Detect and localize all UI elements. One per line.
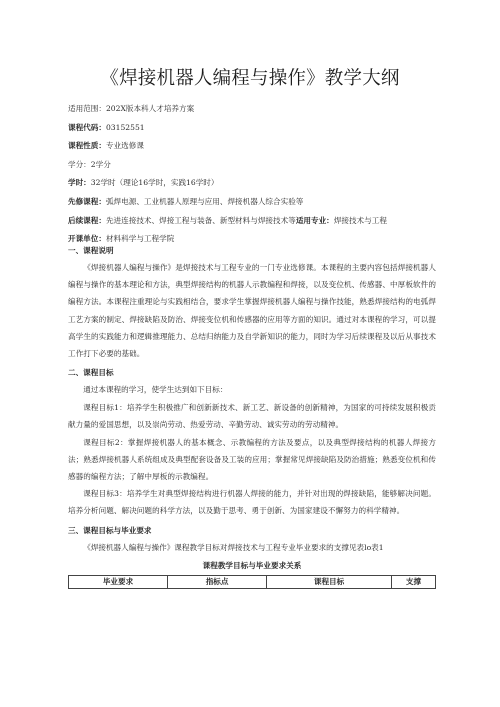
meta-credits-label: 学分： — [68, 159, 91, 169]
meta-credits — [68, 156, 440, 175]
course-goal-2: 课程目标2：掌握焊接机器人的基本概念、示教编程的方法及要点，以及典型焊接结构的机器人焊接方法；熟悉焊接机器人系统组成及典型配套设备及工装的应用；掌握常见焊接缺陷及防治措施；熟悉变位机和传感器的编程方法；了解中厚板的示教编程。 — [68, 437, 436, 482]
document-body — [68, 240, 436, 589]
table-title: 课程教学目标与毕业要求关系 — [202, 560, 302, 570]
meta-scope — [68, 100, 440, 119]
meta-code-label: 课程代码： — [68, 122, 106, 132]
section-1-paragraph: 《焊接机器人编程与操作》是焊接技术与工程专业的一门专业选修课。本课程的主要内容包括焊接机器人编程与操作的基本理论和方法，典型焊接结构的机器人示教编程和焊接，以及变位机、传感器、中厚板软件的编程方法。本课程注重理论与实践相结合，要求学生掌握焊接机器人编程与操作技能，熟悉焊接结构的电弧焊工艺方案的制定、焊接缺陷及防治、焊接变位机和传感器的应用等方面的知识。通过对本课程的学习，可以提高学生的实践能力和逻辑推理能力、总结归纳能力及自学新知识的能力，同时为学习后续课程及以后从事技术工作打下必要的基础。 — [68, 263, 436, 359]
table-header-row — [69, 575, 436, 588]
meta-hours — [68, 174, 440, 193]
meta-unit-label: 开课单位： — [68, 234, 106, 244]
section-2-heading: 二、课程目标 — [68, 368, 114, 378]
meta-major-value: 焊接技术与工程 — [333, 215, 387, 225]
meta-scope-value: 202X版本科人才培养方案 — [105, 104, 195, 113]
course-goal-3: 课程目标3：培养学生对典型焊接结构进行机器人焊接的能力，并针对出现的焊接缺陷，能够解决问题。培养分析问题、解决问题的科学方法，以及勤于思考、勇于创新、为国家建设不懈努力的科学精神。 — [68, 489, 436, 516]
meta-prereq — [68, 193, 440, 212]
meta-code — [68, 119, 440, 138]
meta-nature — [68, 137, 440, 156]
section-3-intro: 《焊接机器人编程与操作》课程教学目标对焊接技术与工程专业毕业要求的支撑见表lo表1 — [83, 542, 384, 552]
section-3-heading: 三、课程目标与毕业要求 — [68, 525, 152, 535]
table-header-graduation-req: 毕业要求 — [69, 575, 168, 588]
meta-hours-label: 学时： — [68, 178, 91, 188]
goals-requirements-table — [68, 575, 436, 589]
meta-followup-label: 后续课程： — [68, 215, 106, 225]
meta-prereq-label: 先修课程： — [68, 196, 106, 206]
section-1-heading: 一、课程说明 — [68, 246, 114, 255]
meta-credits-value: 2学分 — [90, 159, 111, 169]
meta-major-label: 适用专业： — [295, 215, 334, 225]
table-header-course-goal: 课程目标 — [267, 575, 392, 588]
meta-hours-value: 32学时（理论16学时，实践16学时） — [90, 178, 219, 188]
meta-nature-value: 专业选修课 — [105, 141, 144, 151]
document-title: 《焊接机器人编程与操作》教学大纲 — [100, 68, 400, 89]
meta-scope-label: 适用范围： — [68, 104, 106, 113]
meta-prereq-value: 弧焊电源、工业机器人原理与应用、焊接机器人综合实验等 — [105, 196, 304, 206]
meta-followup — [68, 212, 440, 231]
course-goal-1: 课程目标1：培养学生积极推广和创新新技术、新工艺、新设备的创新精神，为国家的可持续发展积极贡献力量的爱国思想，以及崇尚劳动、热爱劳动、辛勤劳动、诚实劳动的劳动精神。 — [68, 403, 436, 430]
meta-followup-value: 先进连接技术、焊接工程与装备、新型材料与焊接技术等 — [105, 215, 296, 225]
course-meta — [68, 100, 440, 249]
meta-nature-label: 课程性质： — [68, 141, 106, 151]
table-header-support: 支撑 — [391, 575, 435, 588]
table-header-indicator: 指标点 — [168, 575, 267, 588]
meta-unit-value: 材料科学与工程学院 — [105, 234, 175, 244]
meta-code-value: 03152551 — [105, 122, 145, 132]
section-2-intro: 通过本课程的学习，使学生达到如下目标： — [83, 385, 228, 395]
